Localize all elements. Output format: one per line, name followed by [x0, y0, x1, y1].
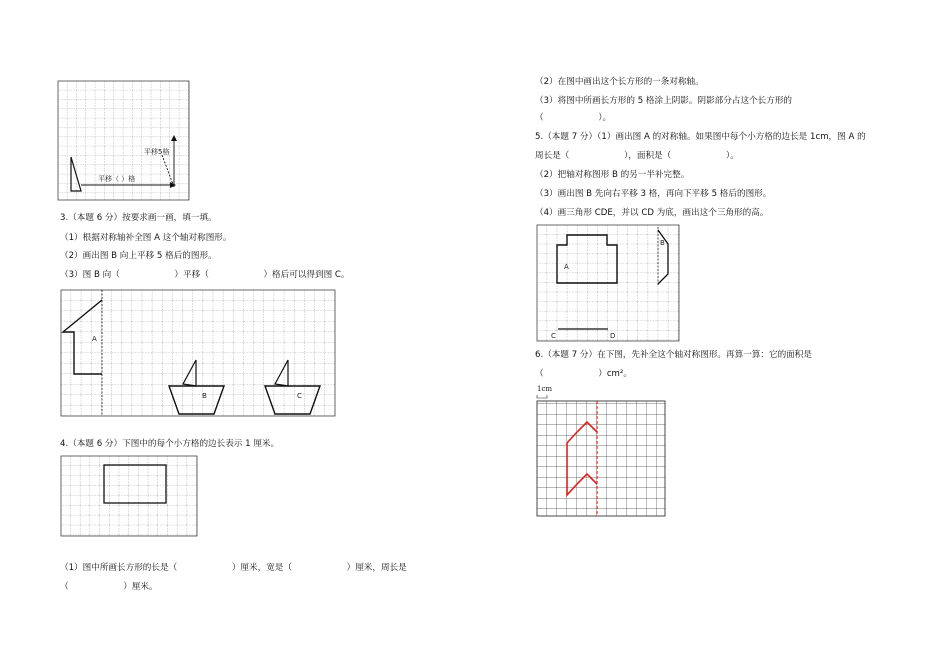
q5-grid — [537, 225, 679, 341]
q4-item-2: （2）在图中画出这个长方形的一条对称轴。 — [535, 77, 704, 87]
label-d: D — [610, 332, 616, 340]
q3-item-3: （3）图 B 向（ ）平移（ ）格后可以得到图 C。 — [60, 270, 350, 280]
label-a: A — [564, 263, 569, 271]
translation-grid — [58, 81, 190, 201]
q4-item-1-line1: （1）图中所画长方形的长是（ ）厘米，宽是（ ）厘米，周长是 — [60, 563, 407, 573]
q5-line2: 周长是（ ），面积是（ ）。 — [535, 151, 739, 161]
q3-grid — [61, 290, 335, 416]
q3-item-1: （1）根据对称轴补全图 A 这个轴对称图形。 — [60, 233, 232, 243]
q4-item-3-answer: （ ）。 — [535, 113, 612, 123]
q5-item-3: （3）画出图 B 先向右平移 3 格，再向下平移 5 格后的图形。 — [535, 189, 772, 199]
q4-grid — [61, 456, 197, 536]
q4-item-3: （3）将图中所画长方形的 5 格涂上阴影。阴影部分占这个长方形的 — [535, 96, 793, 106]
q6-answer-line: （ ）cm²。 — [535, 369, 632, 379]
q5-item-4: （4）画三角形 CDE，并以 CD 为底，画出这个三角形的高。 — [535, 208, 769, 218]
label-right: 平移（ ）格 — [98, 175, 136, 183]
label-up: 平移5格 — [144, 148, 170, 156]
label-a: A — [92, 335, 97, 343]
q3-item-2: （2）画出图 B 向上平移 5 格后的图形。 — [60, 251, 217, 261]
q6-title: 6.（本题 7 分）在下图，先补全这个轴对称图形。再算一算：它的面积是 — [535, 350, 812, 360]
q4-item-1-line2: （ ）厘米。 — [60, 582, 158, 592]
q6-grid — [537, 383, 667, 517]
label-b: B — [202, 392, 207, 400]
label-b: B — [660, 239, 665, 247]
unit-label: 1cm — [537, 385, 553, 393]
q4-title: 4.（本题 6 分）下图中的每个小方格的边长表示 1 厘米。 — [60, 439, 280, 449]
q3-title: 3.（本题 6 分）按要求画一画，填一填。 — [60, 213, 217, 223]
q5-line1: 5.（本题 7 分）（1）画出图 A 的对称轴。如果图中每个小方格的边长是 1cm，图 A 的 — [535, 132, 866, 142]
label-c: C — [297, 392, 302, 400]
label-c: C — [551, 332, 556, 340]
q5-item-2: （2）把轴对称图形 B 的另一半补完整。 — [535, 170, 690, 180]
